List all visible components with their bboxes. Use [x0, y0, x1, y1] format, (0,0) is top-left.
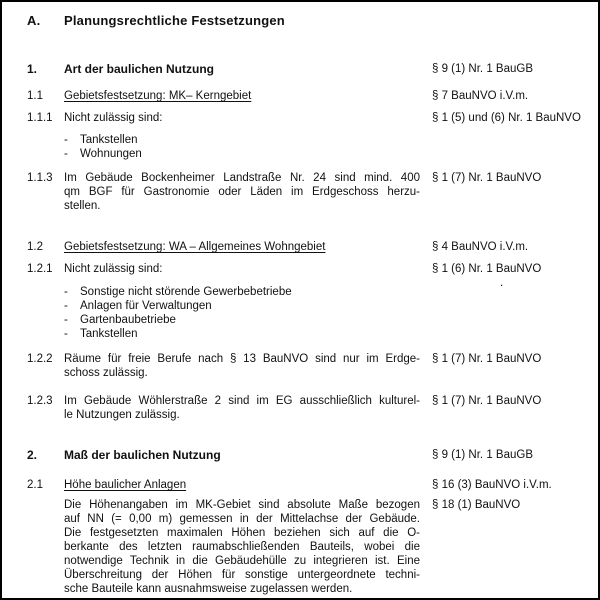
clause-number: 1.2.3 — [27, 395, 53, 407]
list-item-text: Tankstellen — [80, 134, 138, 146]
dash-marker: - — [64, 314, 68, 326]
clause-number: 1.1.3 — [27, 172, 53, 184]
clause-text: Nicht zulässig sind: — [64, 263, 163, 275]
legal-reference: § 7 BauNVO i.V.m. — [432, 90, 529, 102]
list-item — [64, 133, 420, 147]
dash-marker: - — [64, 300, 68, 312]
legal-reference: § 16 (3) BauNVO i.V.m. — [432, 479, 552, 491]
clause-row-2 — [27, 448, 588, 462]
list-item-text: Sonstige nicht störende Gewerbebetriebe — [80, 286, 292, 298]
clause-text-line: auf NN (= 0,00 m) gemessen in der Mittelachse der Gebäude. — [64, 513, 420, 525]
clause-text-line: Im Gebäude Wöhlerstraße 2 sind im EG ausschließlich kulturel- — [64, 395, 420, 407]
list-item — [64, 147, 420, 161]
legal-reference: § 1 (7) Nr. 1 BauNVO — [432, 172, 542, 184]
clause-row-2-1 — [27, 478, 588, 492]
legal-reference: § 18 (1) BauNVO — [432, 499, 521, 511]
dash-marker: - — [64, 286, 68, 298]
clause-row-list-2 — [27, 285, 588, 341]
clause-text: Nicht zulässig sind: — [64, 112, 163, 124]
clause-text-line: le Nutzungen zulässig. — [64, 409, 180, 421]
clause-text-line: qm BGF für Gastronomie oder Läden im Erdgeschoss herzu- — [64, 186, 420, 198]
clause-row-1-1-1 — [27, 111, 588, 125]
list-item-text: Gartenbaubetriebe — [80, 314, 176, 326]
clause-number: 1.2 — [27, 241, 43, 253]
legal-reference: § 9 (1) Nr. 1 BauGB — [432, 449, 533, 461]
dash-list — [64, 285, 420, 341]
clause-number: 1.2.2 — [27, 353, 53, 365]
clause-text — [64, 394, 420, 422]
clause-text — [64, 498, 420, 596]
stray-scan-mark: . — [500, 277, 504, 289]
clause-subheading: Höhe baulicher Anlagen — [64, 479, 187, 491]
legal-reference: § 1 (7) Nr. 1 BauNVO — [432, 395, 542, 407]
dash-marker: - — [64, 328, 68, 340]
clause-number: 1. — [27, 62, 38, 76]
clause-text-line: Räume für freie Berufe nach § 13 BauNVO sind nur im Erdge- — [64, 353, 420, 365]
dash-marker: - — [64, 134, 68, 146]
list-item — [64, 327, 420, 341]
clause-subheading: Gebietsfestsetzung: MK– Kerngebiet — [64, 90, 252, 102]
clause-number: 1.2.1 — [27, 263, 53, 275]
clause-number: 2. — [27, 448, 38, 462]
clause-number: 1.1 — [27, 90, 43, 102]
clause-row-1-2-2 — [27, 352, 588, 380]
clause-text — [64, 171, 420, 213]
list-item — [64, 313, 420, 327]
legal-reference: § 4 BauNVO i.V.m. — [432, 241, 529, 253]
clause-row-1-2-3 — [27, 394, 588, 422]
clause-row-A — [27, 14, 588, 28]
dash-list — [64, 133, 420, 161]
clause-text-line: Die Höhenangaben im MK-Gebiet sind absolute Maße bezogen — [64, 499, 420, 511]
page-title: Planungsrechtliche Festsetzungen — [64, 13, 285, 28]
clause-text-line: stellen. — [64, 200, 101, 212]
list-item — [64, 299, 420, 313]
clause-subheading: Gebietsfestsetzung: WA – Allgemeines Wohngebiet — [64, 241, 326, 253]
clause-text-line: Überschreitung der Höhen für sonstige untergeordnete techni- — [64, 569, 420, 581]
clause-number: A. — [27, 13, 41, 28]
clause-text-line: berkante des letzten raumabschließenden Bauteils, wobei die — [64, 541, 420, 553]
clause-row-1-1-3 — [27, 171, 588, 213]
list-item-text: Anlagen für Verwaltungen — [80, 300, 212, 312]
clause-row-1-2-1 — [27, 262, 588, 289]
list-item — [64, 285, 420, 299]
clause-text — [64, 352, 420, 380]
legal-reference: § 1 (5) und (6) Nr. 1 BauNVO — [432, 112, 581, 124]
clause-text-line: sche Bauteile kann ausnahmsweise zugelassen werden. — [64, 583, 353, 595]
clause-row-1-2 — [27, 240, 588, 254]
clause-row-list-1 — [27, 133, 588, 161]
list-item-text: Tankstellen — [80, 328, 138, 340]
clause-number: 1.1.1 — [27, 112, 53, 124]
clause-heading: Art der baulichen Nutzung — [64, 62, 214, 76]
clause-heading: Maß der baulichen Nutzung — [64, 448, 221, 462]
clause-text-line: Die festgesetzten maximalen Höhen beziehen sich auf die O- — [64, 527, 420, 539]
clause-text-line: schoss zulässig. — [64, 367, 148, 379]
list-item-text: Wohnungen — [80, 148, 142, 160]
clause-number: 2.1 — [27, 479, 43, 491]
legal-reference: § 1 (7) Nr. 1 BauNVO — [432, 353, 542, 365]
clause-row-2-1-body — [27, 498, 588, 596]
clause-row-1 — [27, 62, 588, 76]
clause-text-line: Im Gebäude Bockenheimer Landstraße Nr. 24 sind mind. 400 — [64, 172, 420, 184]
dash-marker: - — [64, 148, 68, 160]
clause-row-1-1 — [27, 89, 588, 103]
clause-text-line: notwendige Technik in die Gebäudehülle zu integrieren ist. Eine — [64, 555, 420, 567]
legal-reference: § 9 (1) Nr. 1 BauGB — [432, 63, 533, 75]
legal-reference: § 1 (6) Nr. 1 BauNVO . — [432, 263, 542, 289]
